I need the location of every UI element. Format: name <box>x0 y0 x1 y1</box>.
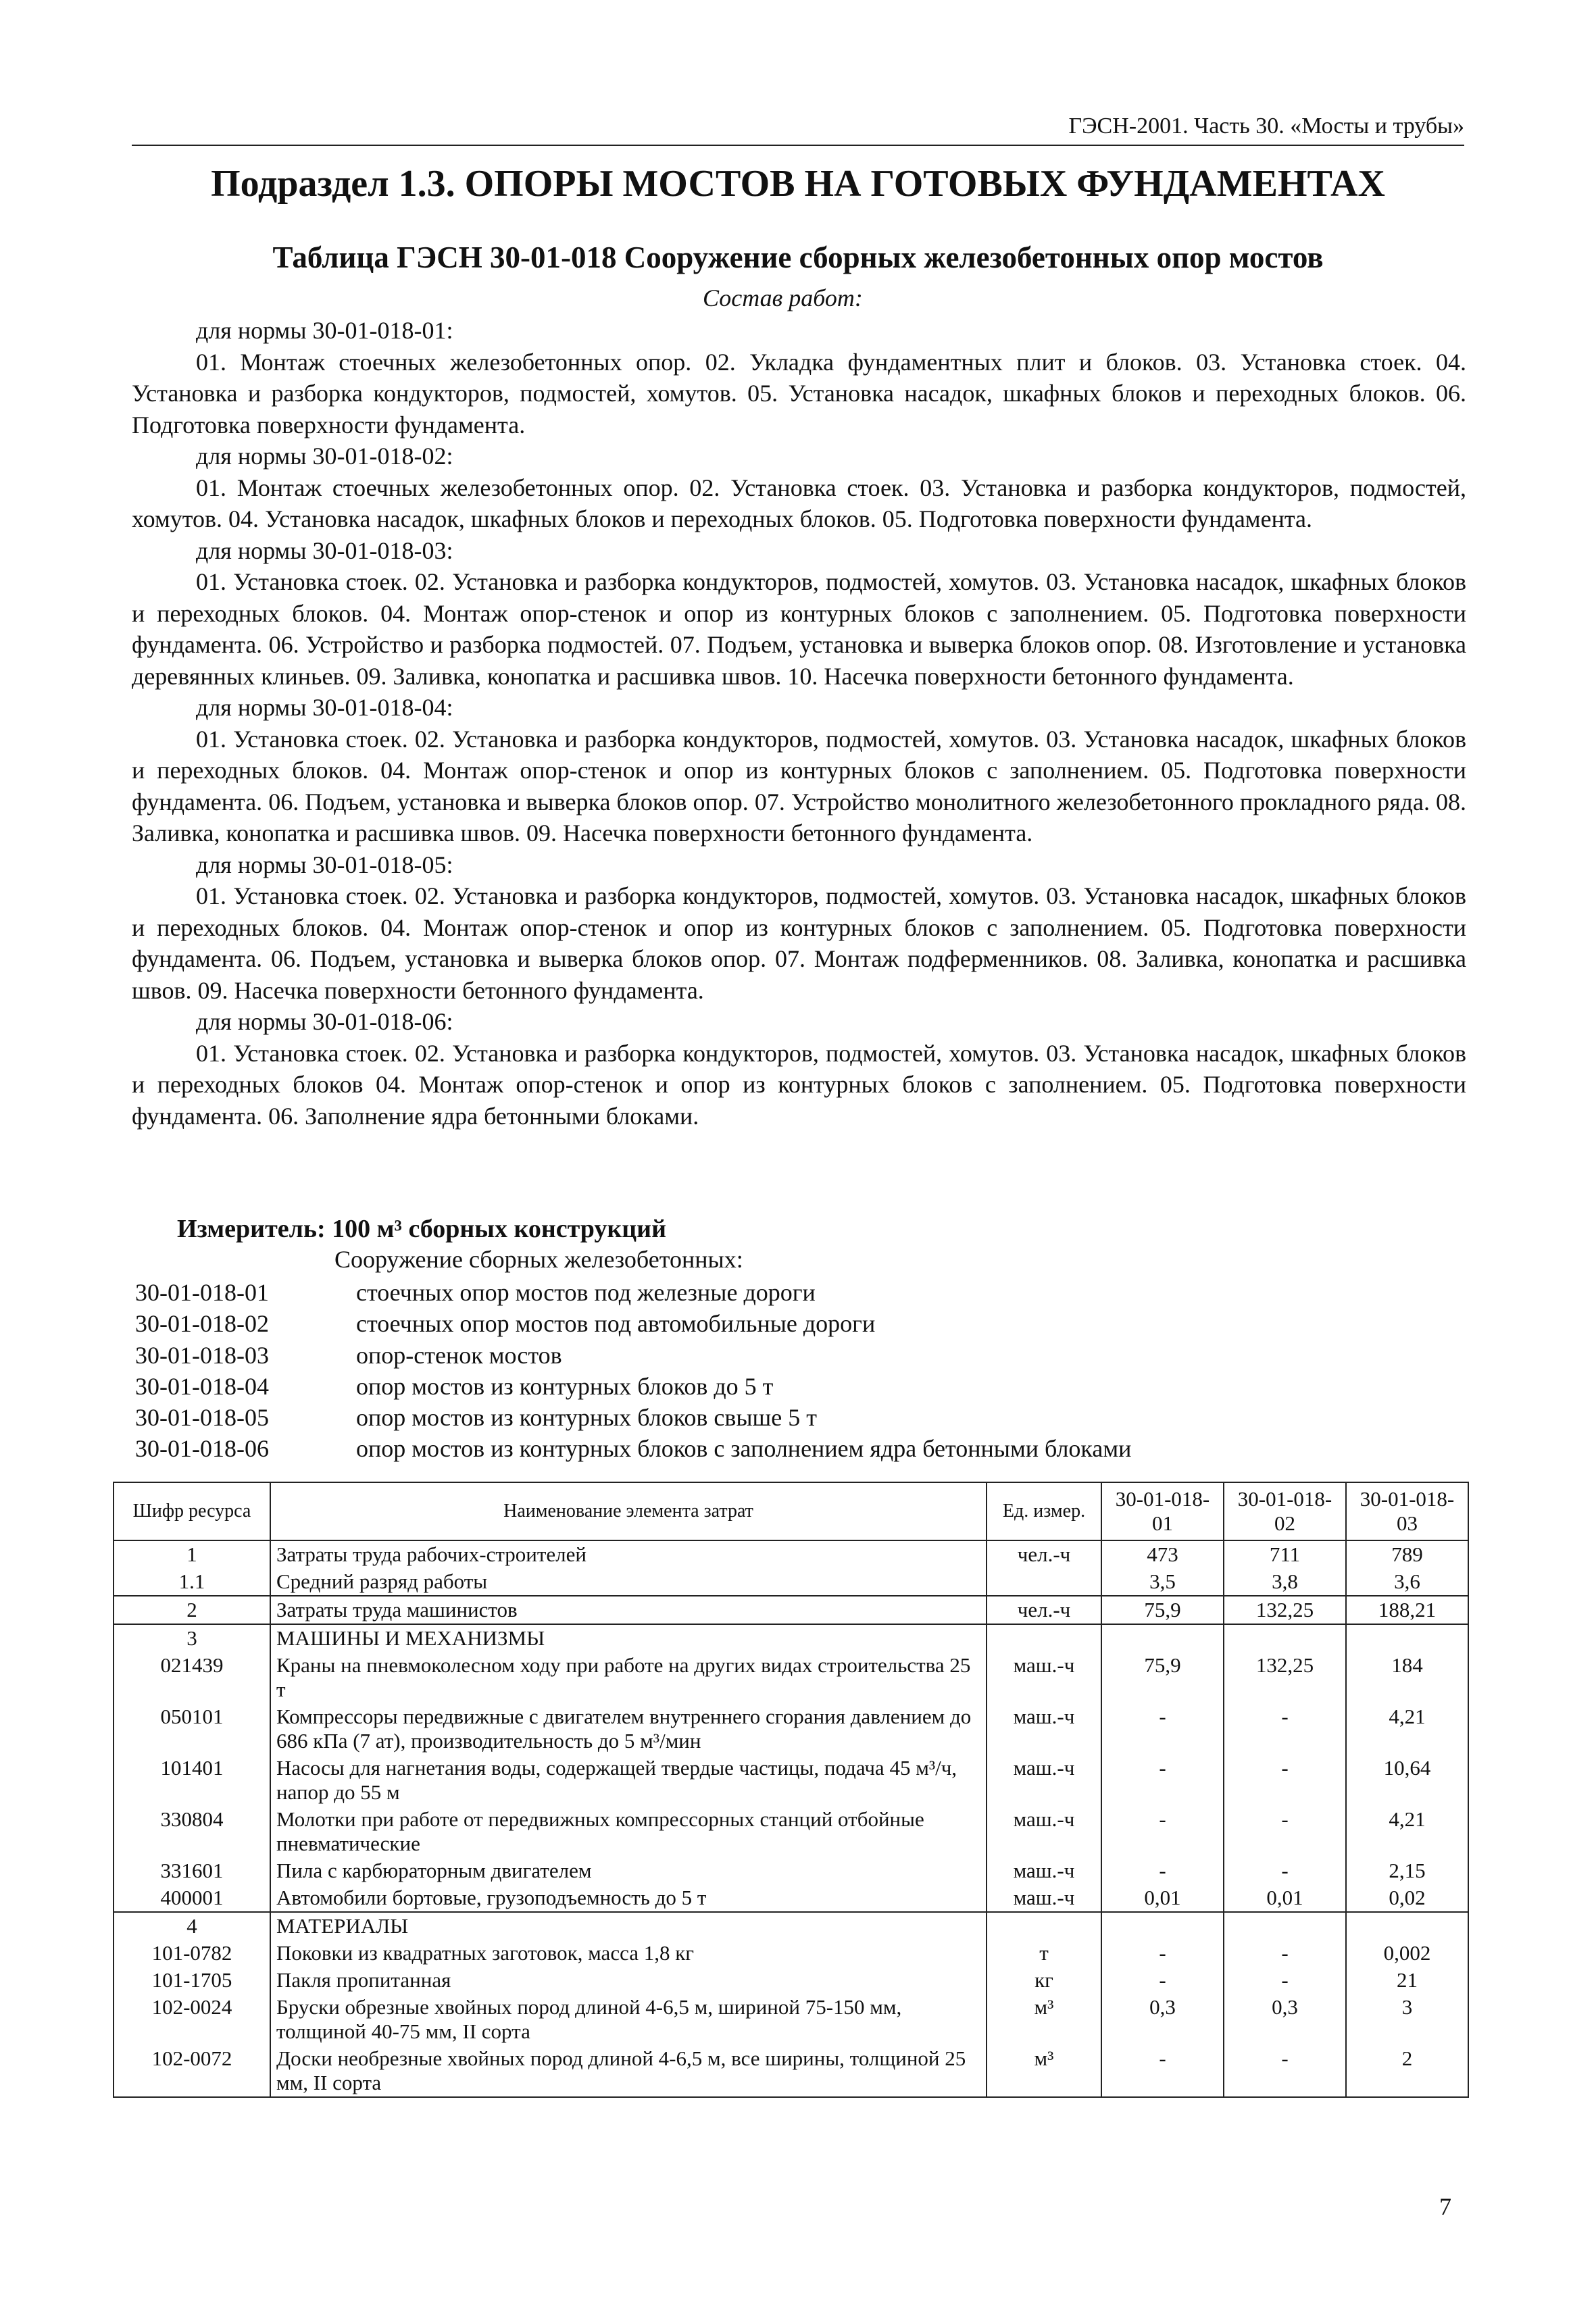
norm-works-text: 01. Установка стоек. 02. Установка и разборка кондукторов, подмостей, хомутов. 03. Установка насадок, шкафных блоков и переходных блоков. 04. Монтаж опор-стенок и опор из контурных блоков с заполнением. 05. Подготовка поверхности фундамента. 06. Устройство и разборка подмостей. 07. Подъем, установка и выверка блоков опор. 08. Изготовление и установка деревянных клиньев. 09. Заливка, конопатка и расшивка швов. 10. Насечка поверхности бетонного фундамента. <box>132 568 1466 690</box>
running-header-title: ГЭСН-2001. Часть 30. «Мосты и трубы» <box>1068 114 1464 139</box>
cell-name: Средний разряд работы <box>270 1568 987 1596</box>
cell-value <box>1224 1624 1346 1652</box>
cell-unit: чел.-ч <box>987 1540 1101 1568</box>
subsection-title: Подраздел 1.3. ОПОРЫ МОСТОВ НА ГОТОВЫХ ФУНДАМЕНТАХ <box>211 163 1385 205</box>
table-row <box>114 1652 1468 1703</box>
cell-name: Пила с карбюраторным двигателем <box>270 1857 987 1884</box>
section-heading: МАТЕРИАЛЫ <box>270 1912 987 1940</box>
cell-value: 188,21 <box>1346 1596 1468 1624</box>
norm-code-row <box>135 1402 1131 1433</box>
table-row <box>114 1755 1468 1806</box>
cell-unit: маш.-ч <box>987 1884 1101 1912</box>
cell-name: Затраты труда машинистов <box>270 1596 987 1624</box>
table-row <box>114 1540 1468 1568</box>
cell-value: 3,6 <box>1346 1568 1468 1596</box>
cell-value: - <box>1224 1940 1346 1967</box>
cell-value: 75,9 <box>1101 1596 1224 1624</box>
cell-unit <box>987 1568 1101 1596</box>
cell-unit: маш.-ч <box>987 1806 1101 1857</box>
cell-code: 3 <box>114 1624 270 1652</box>
cell-unit: маш.-ч <box>987 1755 1101 1806</box>
cell-name: Бруски обрезные хвойных пород длиной 4-6,5 м, шириной 75-150 мм, толщиной 40-75 мм, II сорта <box>270 1994 987 2045</box>
group-heading: Сооружение сборных железобетонных: <box>334 1246 743 1273</box>
page-number: 7 <box>1439 2193 1451 2220</box>
cell-name: Затраты труда рабочих-строителей <box>270 1540 987 1568</box>
table-header-row <box>114 1482 1468 1540</box>
cell-code: 2 <box>114 1596 270 1624</box>
norm-code-row <box>135 1308 1131 1339</box>
cell-value: - <box>1224 1703 1346 1755</box>
cell-value: 0,01 <box>1101 1884 1224 1912</box>
norm-works-text: 01. Монтаж стоечных железобетонных опор. 02. Установка стоек. 03. Установка и разборка кондукторов, подмостей, хомутов. 04. Установка насадок, шкафных блоков и переходных блоков. 05. Подготовка поверхности фундамента. <box>132 474 1466 532</box>
cell-value: 3,8 <box>1224 1568 1346 1596</box>
cell-value: - <box>1101 1967 1224 1994</box>
cell-value: - <box>1224 2045 1346 2097</box>
cell-code: 4 <box>114 1912 270 1940</box>
table-row <box>114 2045 1468 2097</box>
cell-value <box>1346 1912 1468 1940</box>
cell-value: 132,25 <box>1224 1596 1346 1624</box>
cell-unit <box>987 1624 1101 1652</box>
table-row <box>114 1884 1468 1912</box>
cell-code: 101-0782 <box>114 1940 270 1967</box>
norm-code: 30-01-018-02 <box>135 1310 269 1338</box>
norm-code-description: опор-стенок мостов <box>356 1341 562 1369</box>
cell-code: 330804 <box>114 1806 270 1857</box>
section-heading: МАШИНЫ И МЕХАНИЗМЫ <box>270 1624 987 1652</box>
cell-code: 102-0072 <box>114 2045 270 2097</box>
cell-value: 75,9 <box>1101 1652 1224 1703</box>
cell-value: 711 <box>1224 1540 1346 1568</box>
cell-code: 021439 <box>114 1652 270 1703</box>
cell-code: 101401 <box>114 1755 270 1806</box>
cell-name: Насосы для нагнетания воды, содержащей твердые частицы, подача 45 м³/ч, напор до 55 м <box>270 1755 987 1806</box>
cell-value: 3,5 <box>1101 1568 1224 1596</box>
norm-code: 30-01-018-01 <box>135 1279 269 1306</box>
norm-label: для нормы 30-01-018-02: <box>196 443 453 470</box>
table-row <box>114 1967 1468 1994</box>
norm-label: для нормы 30-01-018-06: <box>196 1008 453 1035</box>
cell-value: 10,64 <box>1346 1755 1468 1806</box>
cell-value: 3 <box>1346 1994 1468 2045</box>
norm-works-text: 01. Установка стоек. 02. Установка и разборка кондукторов, подмостей, хомутов. 03. Установка насадок, шкафных блоков и переходных блоков. 04. Монтаж опор-стенок и опор из контурных блоков с заполнением. 05. Подготовка поверхности фундамента. 06. Подъем, установка и выверка блоков опор. 07. Монтаж подферменников. 08. Заливка, конопатка и расшивка швов. 09. Насечка поверхности бетонного фундамента. <box>132 882 1466 1004</box>
measure-unit: Измеритель: 100 м³ сборных конструкций <box>177 1215 666 1243</box>
norm-label: для нормы 30-01-018-03: <box>196 536 453 564</box>
cell-name: Доски необрезные хвойных пород длиной 4-6,5 м, все ширины, толщиной 25 мм, II сорта <box>270 2045 987 2097</box>
norm-code-row <box>135 1371 1131 1402</box>
cell-value: 21 <box>1346 1967 1468 1994</box>
cell-unit: кг <box>987 1967 1101 1994</box>
table-row <box>114 1806 1468 1857</box>
table-row <box>114 1994 1468 2045</box>
cell-value: 0,3 <box>1101 1994 1224 2045</box>
cell-value: 473 <box>1101 1540 1224 1568</box>
cell-name: Поковки из квадратных заготовок, масса 1,8 кг <box>270 1940 987 1967</box>
norm-label: для нормы 30-01-018-01: <box>196 317 453 344</box>
norm-works-text: 01. Установка стоек. 02. Установка и разборка кондукторов, подмостей, хомутов. 03. Установка насадок, шкафных блоков и переходных блоков 04. Монтаж опор-стенок и опор из контурных блоков с заполнением. 05. Подготовка поверхности фундамента. 06. Заполнение ядра бетонными блоками. <box>132 1039 1466 1130</box>
header-norm-2: 30-01-018-02 <box>1224 1482 1346 1540</box>
cell-name: Пакля пропитанная <box>270 1967 987 1994</box>
cell-unit: маш.-ч <box>987 1857 1101 1884</box>
cell-value <box>1346 1624 1468 1652</box>
table-row <box>114 1940 1468 1967</box>
cell-value <box>1224 1912 1346 1940</box>
cell-value: 789 <box>1346 1540 1468 1568</box>
cell-value: 184 <box>1346 1652 1468 1703</box>
cell-value: 2,15 <box>1346 1857 1468 1884</box>
norm-code-description: опор мостов из контурных блоков свыше 5 т <box>356 1404 817 1432</box>
header-unit: Ед. измер. <box>987 1482 1101 1540</box>
cell-value <box>1101 1624 1224 1652</box>
norm-code-row <box>135 1277 1131 1308</box>
header-cost-element: Наименование элемента затрат <box>270 1482 987 1540</box>
cell-value: 0,01 <box>1224 1884 1346 1912</box>
cell-value: - <box>1224 1857 1346 1884</box>
norm-code: 30-01-018-06 <box>135 1435 269 1463</box>
norm-code: 30-01-018-05 <box>135 1404 269 1432</box>
norm-code-row <box>135 1340 1131 1371</box>
cell-code: 331601 <box>114 1857 270 1884</box>
cell-value: - <box>1101 2045 1224 2097</box>
cell-name: Автомобили бортовые, грузоподъемность до 5 т <box>270 1884 987 1912</box>
header-norm-3: 30-01-018-03 <box>1346 1482 1468 1540</box>
cell-value: - <box>1101 1806 1224 1857</box>
cell-value: 0,002 <box>1346 1940 1468 1967</box>
cell-value: 4,21 <box>1346 1703 1468 1755</box>
cell-value: - <box>1224 1806 1346 1857</box>
cell-value: - <box>1224 1755 1346 1806</box>
cell-unit: м³ <box>987 2045 1101 2097</box>
cell-name: Краны на пневмоколесном ходу при работе на других видах строительства 25 т <box>270 1652 987 1703</box>
norm-code-row <box>135 1433 1131 1464</box>
norm-code: 30-01-018-04 <box>135 1372 269 1400</box>
cell-value: - <box>1101 1703 1224 1755</box>
header-resource-code: Шифр ресурса <box>114 1482 270 1540</box>
cell-code: 1.1 <box>114 1568 270 1596</box>
cell-value: 0,02 <box>1346 1884 1468 1912</box>
cell-value: - <box>1101 1755 1224 1806</box>
section-row <box>114 1624 1468 1652</box>
norm-works-text: 01. Установка стоек. 02. Установка и разборка кондукторов, подмостей, хомутов. 03. Установка насадок, шкафных блоков и переходных блоков. 04. Монтаж опор-стенок и опор из контурных блоков с заполнением. 05. Подготовка поверхности фундамента. 06. Подъем, установка и выверка блоков опор. 07. Устройство монолитного железобетонного прокладного ряда. 08. Заливка, конопатка и расшивка швов. 09. Насечка поверхности бетонного фундамента. <box>132 725 1466 847</box>
table-row <box>114 1857 1468 1884</box>
cell-code: 101-1705 <box>114 1967 270 1994</box>
cell-value: 4,21 <box>1346 1806 1468 1857</box>
cell-unit: маш.-ч <box>987 1652 1101 1703</box>
cell-code: 1 <box>114 1540 270 1568</box>
work-composition-heading: Состав работ: <box>703 284 863 311</box>
cell-code: 050101 <box>114 1703 270 1755</box>
table-row <box>114 1568 1468 1596</box>
cell-unit: маш.-ч <box>987 1703 1101 1755</box>
norm-code-description: опор мостов из контурных блоков до 5 т <box>356 1372 774 1400</box>
cell-unit <box>987 1912 1101 1940</box>
cell-code: 400001 <box>114 1884 270 1912</box>
norm-code-description: опор мостов из контурных блоков с заполнением ядра бетонными блоками <box>356 1435 1132 1463</box>
norm-code-list <box>135 1277 1131 1465</box>
section-row <box>114 1912 1468 1940</box>
cell-value <box>1101 1912 1224 1940</box>
norm-label: для нормы 30-01-018-04: <box>196 694 453 721</box>
norm-label: для нормы 30-01-018-05: <box>196 851 453 878</box>
work-composition <box>132 315 1466 1132</box>
cell-name: Компрессоры передвижные с двигателем внутреннего сгорания давлением до 686 кПа (7 ат), производительность до 5 м³/мин <box>270 1703 987 1755</box>
norm-code-description: стоечных опор мостов под железные дороги <box>356 1279 816 1306</box>
running-header <box>132 108 1464 146</box>
cell-value: - <box>1224 1967 1346 1994</box>
table-row <box>114 1703 1468 1755</box>
table-row <box>114 1596 1468 1624</box>
cell-value: 0,3 <box>1224 1994 1346 2045</box>
resource-table <box>113 1482 1469 2098</box>
cell-name: Молотки при работе от передвижных компрессорных станций отбойные пневматические <box>270 1806 987 1857</box>
cell-unit: т <box>987 1940 1101 1967</box>
header-norm-1: 30-01-018-01 <box>1101 1482 1224 1540</box>
cell-unit: чел.-ч <box>987 1596 1101 1624</box>
cell-value: 132,25 <box>1224 1652 1346 1703</box>
cell-value: - <box>1101 1857 1224 1884</box>
cell-code: 102-0024 <box>114 1994 270 2045</box>
norm-code: 30-01-018-03 <box>135 1341 269 1369</box>
table-title: Таблица ГЭСН 30-01-018 Сооружение сборных железобетонных опор мостов <box>272 241 1324 274</box>
norm-code-description: стоечных опор мостов под автомобильные дороги <box>356 1310 876 1338</box>
cell-unit: м³ <box>987 1994 1101 2045</box>
norm-works-text: 01. Монтаж стоечных железобетонных опор. 02. Укладка фундаментных плит и блоков. 03. Установка стоек. 04. Установка и разборка кондукторов, подмостей, хомутов. 05. Установка насадок, шкафных блоков и переходных блоков. 06. Подготовка поверхности фундамента. <box>132 348 1466 438</box>
cell-value: - <box>1101 1940 1224 1967</box>
cell-value: 2 <box>1346 2045 1468 2097</box>
